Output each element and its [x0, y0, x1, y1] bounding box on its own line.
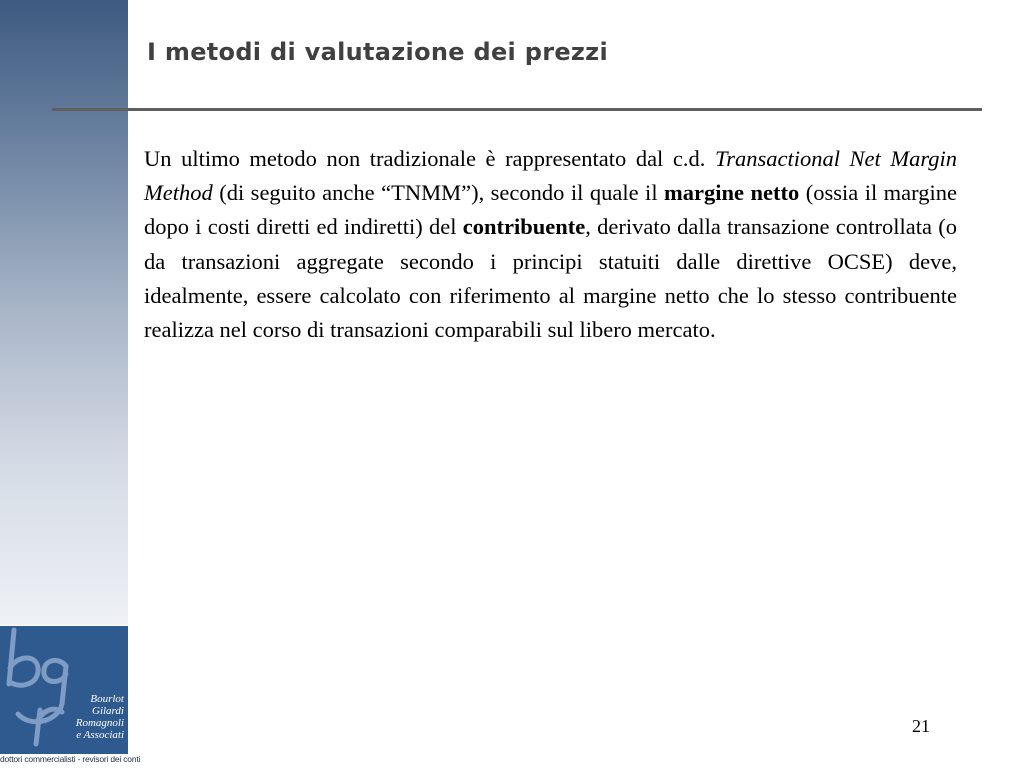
partner-name-2: Gilardi: [92, 705, 124, 717]
partner-names: [54, 693, 124, 741]
company-logo: [0, 626, 128, 754]
body-text-part-2: (di seguito anche “TNMM”), secondo il quale il: [212, 180, 665, 206]
body-text-part-4: , derivato dalla transazione controllata (o da transazioni aggregate secondo i principi statuiti dalle direttive OCSE) deve, idealmente, essere calcolato con riferimento al margine netto che lo stesso contribuente realizza nel corso di transazioni comparabili sul libero mercato.: [144, 214, 958, 343]
body-text-italic-term: Transactional Net Margin Method: [144, 146, 958, 206]
partner-name-1: Bourlot: [90, 693, 124, 705]
logo-caption: dottori commercialisti - revisori dei conti: [0, 754, 141, 764]
partner-name-3: Romagnoli: [75, 717, 124, 729]
page-number: 21: [912, 716, 930, 736]
body-text-bold-term-2: contribuente: [462, 214, 586, 240]
body-text-part-3: (ossia il margine dopo i costi diretti ed indiretti) del: [144, 180, 957, 240]
slide-title: I metodi di valutazione dei prezzi: [147, 38, 608, 66]
body-text-part-1: Un ultimo metodo non tradizionale è rappresentato dal c.d.: [144, 146, 715, 171]
side-gradient-bar: [0, 0, 128, 625]
body-text-bold-term-1: margine netto: [664, 180, 800, 206]
body-paragraph: [144, 142, 957, 347]
partner-name-4: e Associati: [76, 729, 124, 741]
title-divider: [52, 108, 982, 111]
